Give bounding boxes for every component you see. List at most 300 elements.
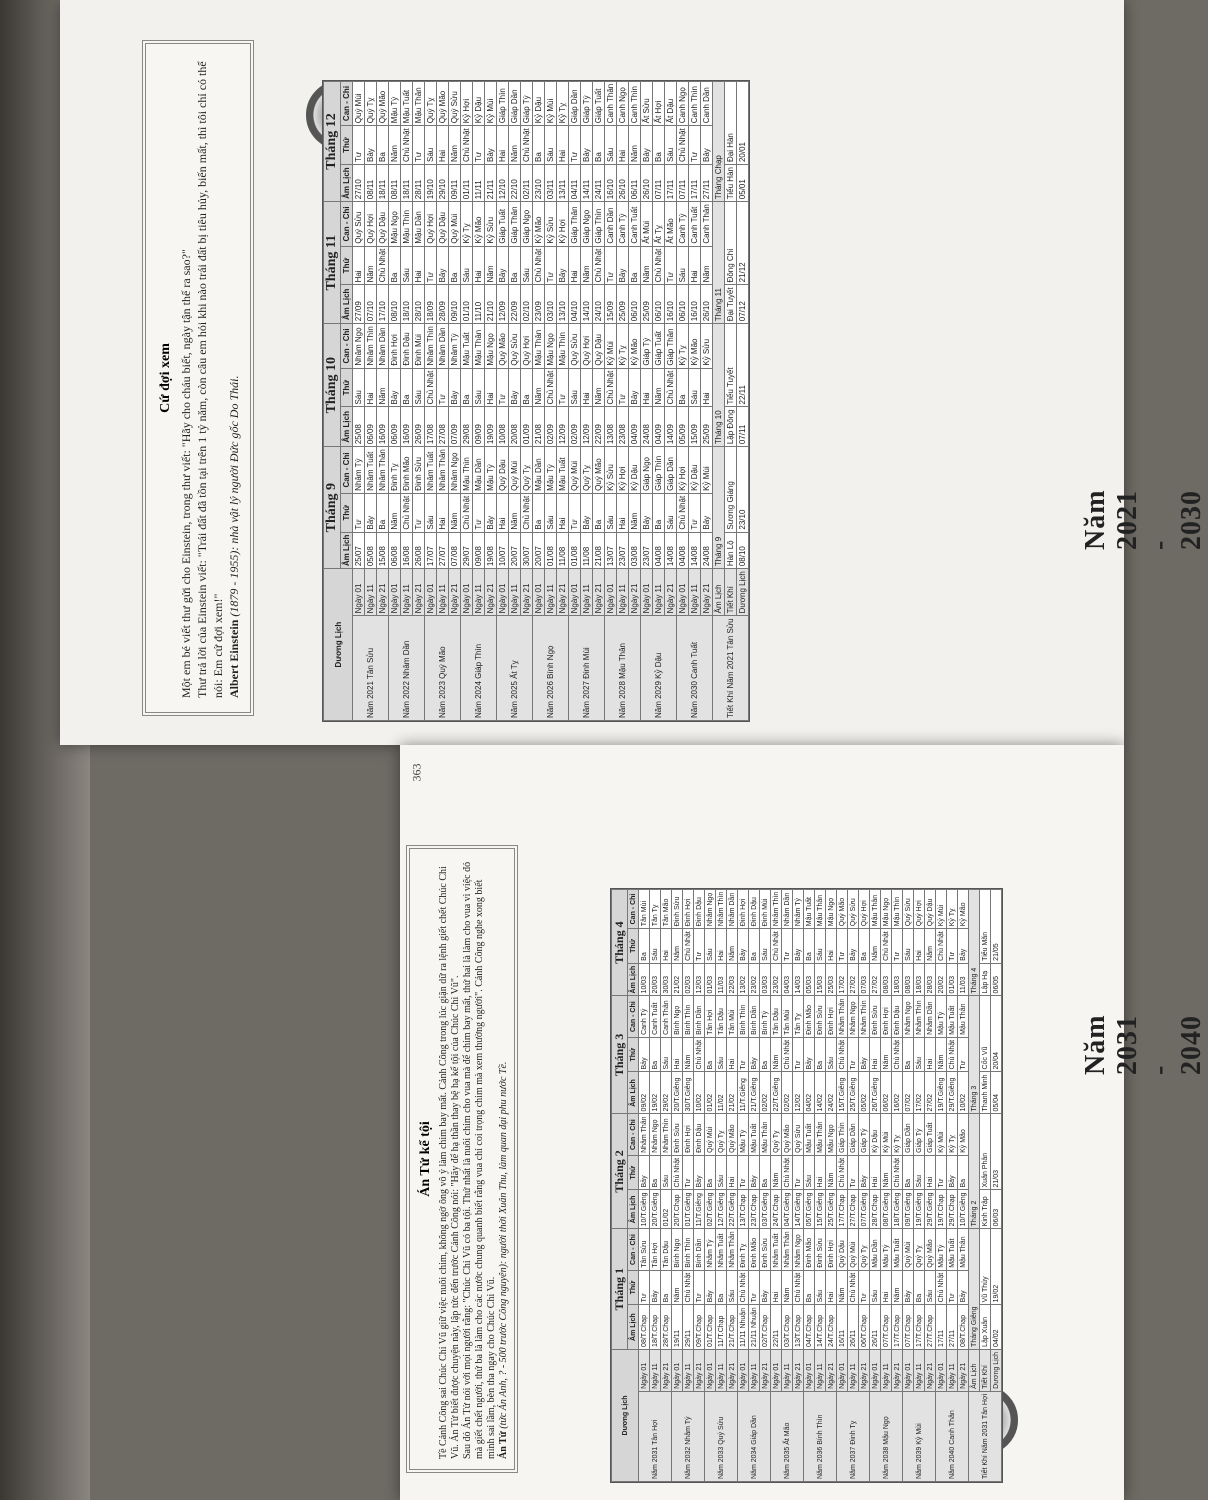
solar-term-name: Tiểu Tuyết — [725, 324, 737, 407]
table-cell: Giáp Tuất — [925, 1114, 936, 1155]
table-cell: Giáp Dần — [665, 447, 677, 494]
table-cell: Ất Mão — [665, 202, 677, 246]
table-cell: Nhâm Dần — [727, 889, 738, 929]
note-box — [406, 845, 518, 1473]
table-cell: Năm — [892, 1270, 903, 1305]
table-cell: 03/10 — [545, 285, 557, 324]
table-row — [641, 81, 653, 720]
table-cell: 15/03 — [815, 963, 826, 996]
table-cell: Giáp Thìn — [653, 447, 665, 494]
table-cell: Chủ Nhật — [401, 126, 413, 165]
table-cell: 04/T.Giêng — [782, 1190, 793, 1229]
table-cell: Sáu — [665, 493, 677, 532]
day-label: Ngày 11 — [914, 1349, 925, 1391]
table-cell: Năm — [509, 493, 521, 532]
page-number: 363 — [409, 763, 424, 782]
table-cell: Đinh Sửu — [413, 447, 425, 494]
table-cell: Tân Dậu — [716, 996, 727, 1037]
table-cell: 20/T.Giêng — [650, 1190, 661, 1229]
table-cell: Hai — [413, 246, 425, 285]
table-cell: Nhâm Ngọ — [848, 996, 859, 1037]
solar-term-name: Xuân Phân — [980, 1114, 991, 1190]
table-cell: Mậu Tuất — [947, 1229, 958, 1270]
table-cell: Chủ Nhật — [677, 126, 689, 165]
table-cell: 29/07 — [461, 532, 473, 569]
table-cell: 13/02 — [738, 963, 749, 996]
table-cell: Năm — [826, 1155, 837, 1190]
table-cell: 02/11 — [521, 165, 533, 202]
table-row — [672, 889, 683, 1481]
note-author-desc: (1879 - 1955): nhà vật lý người Đức gốc Do Thái. — [227, 375, 241, 617]
table-cell: 28/11 — [413, 165, 425, 202]
table-cell: Quý Tỵ — [581, 447, 593, 494]
table-cell: Năm — [701, 246, 713, 285]
table-cell: Sáu — [473, 368, 485, 407]
table-cell: Đinh Mùi — [413, 324, 425, 368]
table-cell: Bảy — [581, 126, 593, 165]
table-cell: Sáu — [677, 246, 689, 285]
table-cell: Tân Hợi — [650, 1229, 661, 1270]
day-label: Ngày 21 — [557, 569, 569, 616]
day-label: Ngày 11 — [437, 569, 449, 616]
table-cell: Tân Mão — [661, 889, 672, 929]
table-cell: 07/08 — [449, 532, 461, 569]
table-cell: 08/T.Giêng — [881, 1190, 892, 1229]
note-box — [142, 40, 254, 716]
table-cell: Năm — [881, 1037, 892, 1072]
table-cell: 23/T.Chạp — [749, 1190, 760, 1229]
table-cell: Bảy — [701, 126, 713, 165]
day-label: Ngày 01 — [705, 1349, 716, 1391]
table-cell: Chủ Nhật — [738, 1270, 749, 1305]
table-cell: 07/11 — [653, 165, 665, 202]
table-cell: 28/T.Chạp — [661, 1305, 672, 1350]
table-cell: 07/T.Chạp — [903, 1305, 914, 1350]
table-row — [804, 889, 815, 1481]
table-cell: Quý Mùi — [903, 1229, 914, 1270]
solar-term-name: Lập Hạ — [980, 963, 991, 996]
table-cell: Năm — [771, 1155, 782, 1190]
table-cell: Đinh Tỵ — [389, 447, 401, 494]
table-cell: 23/07 — [617, 532, 629, 569]
table-cell: Năm — [881, 1155, 892, 1190]
table-cell: 14/02 — [815, 1072, 826, 1114]
table-cell: 27/07 — [437, 532, 449, 569]
table-cell: Sáu — [815, 929, 826, 964]
table-cell: 29/08 — [461, 407, 473, 447]
table-cell: 20/T.Giêng — [672, 1072, 683, 1114]
table-cell: Giáp Thân — [665, 324, 677, 368]
table-cell: Ba — [401, 368, 413, 407]
day-label: Ngày 01 — [353, 569, 365, 616]
table-cell: Tư — [497, 368, 509, 407]
table-cell: 23/02 — [749, 963, 760, 996]
table-cell: Ba — [389, 246, 401, 285]
table-cell: Kỷ Mão — [533, 202, 545, 246]
table-cell: Ất Sửu — [641, 81, 653, 125]
table-cell: 17/T.Chạp — [914, 1305, 925, 1350]
table-cell: Bảy — [760, 1270, 771, 1305]
table-cell: Giáp Thân — [509, 202, 521, 246]
solar-term-date: 20/01 — [737, 81, 749, 164]
table-cell: Chủ Nhật — [461, 126, 473, 165]
table-cell: 17/08 — [425, 407, 437, 447]
year-label: Năm 2035 Ất Mão — [771, 1391, 804, 1481]
table-row — [461, 81, 473, 720]
table-cell: Chủ Nhật — [837, 1037, 848, 1072]
table-cell: Mậu Ngọ — [881, 889, 892, 929]
column-header: Thứ — [341, 246, 353, 285]
table-cell: Kỷ Dậu — [689, 447, 701, 494]
table-cell: Kỷ Tỵ — [617, 324, 629, 368]
table-cell: 06/11 — [629, 165, 641, 202]
table-cell: Bảy — [557, 246, 569, 285]
day-label: Ngày 11 — [650, 1349, 661, 1391]
table-cell: 04/11 — [569, 165, 581, 202]
table-cell: Nhâm Thân — [837, 996, 848, 1037]
table-cell: Ba — [958, 1155, 969, 1190]
table-cell: 11/T.Giêng — [738, 1072, 749, 1114]
table-cell: Mậu Tý — [936, 996, 947, 1037]
table-cell: Sáu — [605, 126, 617, 165]
table-cell: 11/10 — [473, 285, 485, 324]
table-cell: Giáp Dần — [848, 1114, 859, 1155]
table-cell: Chủ Nhật — [425, 368, 437, 407]
table-cell: Chủ Nhật — [461, 493, 473, 532]
day-label: Ngày 21 — [958, 1349, 969, 1391]
table-cell: 22/09 — [509, 285, 521, 324]
table-cell: 04/09 — [629, 407, 641, 447]
table-cell: Chủ Nhật — [521, 126, 533, 165]
table-cell: Nhâm Ngọ — [903, 996, 914, 1037]
table-cell: Nhâm Tuất — [425, 447, 437, 494]
table-cell: Tân Mùi — [639, 889, 650, 929]
table-cell: Bính Thìn — [738, 996, 749, 1037]
table-cell: 08/T.Chạp — [958, 1305, 969, 1350]
table-cell: 07/10 — [365, 285, 377, 324]
table-cell: Bảy — [804, 1037, 815, 1072]
table-cell: Kỷ Hợi — [677, 447, 689, 494]
table-cell: Ba — [903, 1155, 914, 1190]
table-cell: Đinh Hợi — [826, 996, 837, 1037]
table-cell: Đinh Dậu — [401, 324, 413, 368]
day-label: Ngày 21 — [665, 569, 677, 616]
table-cell: 11/T.Chạp — [716, 1305, 727, 1350]
solar-term-month: Tháng Giêng — [969, 1229, 980, 1350]
table-cell: 23/02 — [771, 963, 782, 996]
solar-term-date: 04/02 — [991, 1305, 1002, 1350]
table-cell: 27/08 — [437, 407, 449, 447]
day-label: Ngày 11 — [683, 1349, 694, 1391]
table-cell: Năm — [509, 126, 521, 165]
table-cell: 13/11 — [557, 165, 569, 202]
table-cell: 27/T.Chạp — [848, 1190, 859, 1229]
table-cell: Năm — [581, 246, 593, 285]
column-header: Âm Lịch — [628, 1072, 639, 1114]
table-cell: 22/10 — [509, 165, 521, 202]
table-cell: Sáu — [925, 1270, 936, 1305]
table-cell: Canh Dần — [701, 81, 713, 125]
table-cell: 04/08 — [677, 532, 689, 569]
table-cell: Giáp Ngọ — [581, 202, 593, 246]
table-cell: Nhâm Thìn — [365, 324, 377, 368]
table-cell: Hai — [557, 126, 569, 165]
table-cell: 03/08 — [629, 532, 641, 569]
table-cell: Quý Dậu — [837, 1229, 848, 1270]
table-cell: Hai — [485, 368, 497, 407]
table-row — [353, 81, 365, 720]
solar-term-date: 06/03 — [991, 1190, 1002, 1229]
day-label: Ngày 11 — [848, 1349, 859, 1391]
table-cell: Chủ Nhật — [521, 493, 533, 532]
table-cell: 05/T.Giêng — [804, 1190, 815, 1229]
table-cell: Đinh Dậu — [694, 889, 705, 929]
table-cell: 09/02 — [639, 1072, 650, 1114]
table-cell: 17/11 — [665, 165, 677, 202]
year-label: Năm 2026 Bính Ngọ — [533, 616, 569, 721]
column-header: Thứ — [341, 493, 353, 532]
table-cell: Tư — [473, 126, 485, 165]
table-cell: Chủ Nhật — [677, 493, 689, 532]
table-cell: Hai — [641, 368, 653, 407]
calendar-grid — [323, 81, 749, 721]
table-cell: Nhâm Dần — [925, 996, 936, 1037]
table-cell: Kỷ Dậu — [870, 1114, 881, 1155]
table-cell: Quý Sửu — [903, 889, 914, 929]
table-cell: 01/03 — [947, 963, 958, 996]
table-cell: 02/09 — [569, 407, 581, 447]
table-cell: Tư — [639, 1270, 650, 1305]
day-label: Ngày 01 — [903, 1349, 914, 1391]
table-cell: 25/09 — [641, 285, 653, 324]
table-cell: Bảy — [859, 1037, 870, 1072]
table-cell: Tư — [605, 246, 617, 285]
table-cell: Ba — [629, 246, 641, 285]
table-cell: Bính Thìn — [683, 1229, 694, 1270]
table-row — [389, 81, 401, 720]
table-cell: Nhâm Tuất — [771, 1229, 782, 1270]
table-cell: Sáu — [665, 126, 677, 165]
page-title: Năm 2021 - 2030 — [1080, 489, 1207, 550]
month-header: Tháng 11 — [324, 202, 341, 324]
table-cell: 18/09 — [425, 285, 437, 324]
solar-term-date: 06/05 — [991, 963, 1002, 996]
table-cell: Sáu — [727, 1270, 738, 1305]
column-header: Can - Chi — [341, 447, 353, 494]
table-cell: 02/T.Giêng — [705, 1190, 716, 1229]
table-cell: Quý Tỵ — [365, 81, 377, 125]
table-cell: 13/10 — [557, 285, 569, 324]
calendar-table-2031-2040 — [610, 888, 1003, 1483]
day-label: Ngày 11 — [653, 569, 665, 616]
table-cell: 22/T.Giêng — [727, 1190, 738, 1229]
table-cell: Sáu — [521, 246, 533, 285]
table-cell: Bảy — [485, 493, 497, 532]
day-label: Ngày 21 — [593, 569, 605, 616]
table-cell: Năm — [925, 929, 936, 964]
table-cell: Mậu Tuất — [804, 889, 815, 929]
table-cell: Mậu Tý — [881, 1229, 892, 1270]
table-cell: Mậu Tuất — [804, 1114, 815, 1155]
table-cell: 13/07 — [605, 532, 617, 569]
table-cell: Giáp Ngọ — [521, 202, 533, 246]
table-cell: Giáp Tuất — [593, 81, 605, 125]
table-cell: Tư — [557, 368, 569, 407]
solar-term-name: Đại Hàn — [725, 81, 737, 164]
day-label: Ngày 11 — [881, 1349, 892, 1391]
table-cell: 08/03 — [903, 963, 914, 996]
day-label: Ngày 11 — [947, 1349, 958, 1391]
table-cell: Bảy — [365, 493, 377, 532]
table-cell: 26/09 — [413, 407, 425, 447]
table-cell: Tư — [782, 929, 793, 964]
table-cell: 21/11 Nhuận — [749, 1305, 760, 1350]
table-cell: Tư — [694, 929, 705, 964]
table-cell: 12/09 — [581, 407, 593, 447]
year-label: Năm 2028 Mậu Thân — [605, 616, 641, 721]
table-cell: 07/02 — [903, 1072, 914, 1114]
table-cell: Bính Dần — [694, 1229, 705, 1270]
solar-term-month: Tháng 10 — [713, 324, 725, 447]
note-paragraph-1: Tề Cảnh Công sai Chúc Chi Vũ giữ việc nuôi chim, không ngờ ông vô ý làm chim bay mất. Cảnh Công trong lúc giận dữ ra lệnh giết chết Chúc Chi Vũ. Án Tử biết được chuyện này, lập tức đến trước Cảnh Công nói: "Hãy để hạ thần thay bệ hạ kể tội của Chúc Chi Vũ". — [438, 866, 461, 1459]
table-row — [903, 889, 914, 1481]
table-cell: Năm — [485, 246, 497, 285]
table-cell: Bảy — [650, 1270, 661, 1305]
table-cell: Ba — [593, 493, 605, 532]
table-cell: 01/08 — [545, 532, 557, 569]
solar-term-month: Tháng 2 — [969, 1114, 980, 1229]
table-cell: Tư — [353, 126, 365, 165]
table-cell: Đinh Sửu — [760, 1229, 771, 1270]
table-cell: Hai — [727, 1155, 738, 1190]
table-cell: Mậu Tý — [738, 1114, 749, 1155]
table-cell: 22/T.Giêng — [771, 1072, 782, 1114]
table-cell: Năm — [782, 1270, 793, 1305]
table-cell: Đinh Mão — [804, 1229, 815, 1270]
table-cell: 10/08 — [497, 407, 509, 447]
year-label: Năm 2037 Đinh Tỵ — [837, 1391, 870, 1481]
table-cell: Mậu Tý — [389, 81, 401, 125]
table-cell: Chủ Nhật — [837, 1155, 848, 1190]
table-cell: Giáp Tý — [914, 1114, 925, 1155]
table-cell: Chủ Nhật — [665, 368, 677, 407]
table-cell: 23/08 — [617, 407, 629, 447]
day-label: Ngày 01 — [425, 569, 437, 616]
table-cell: Đinh Tỵ — [738, 1229, 749, 1270]
table-cell: 15/T.Giêng — [815, 1190, 826, 1229]
table-cell: Kỷ Mùi — [545, 81, 557, 125]
table-cell: Sáu — [760, 929, 771, 964]
table-cell: Mậu Thìn — [461, 447, 473, 494]
table-cell: Quý Mão — [782, 1114, 793, 1155]
table-cell: 19/10 — [425, 165, 437, 202]
table-cell: Đinh Dậu — [749, 889, 760, 929]
table-cell: Đinh Sửu — [870, 996, 881, 1037]
table-cell: Bảy — [509, 368, 521, 407]
table-cell: 16/08 — [401, 532, 413, 569]
table-cell: Canh Dần — [605, 202, 617, 246]
table-cell: Mậu Tý — [485, 447, 497, 494]
table-cell: 12/10 — [497, 165, 509, 202]
table-cell: Năm — [727, 929, 738, 964]
day-label: Ngày 01 — [672, 1349, 683, 1391]
table-cell: 21/02 — [727, 1072, 738, 1114]
table-cell: Giáp Tý — [859, 1114, 870, 1155]
table-cell: Năm — [641, 246, 653, 285]
table-cell: Quý Mão — [727, 1114, 738, 1155]
table-cell: Ba — [509, 246, 521, 285]
solar-term-name: Tiểu Hàn — [725, 165, 737, 202]
table-cell: 13/T.Chạp — [793, 1305, 804, 1350]
table-cell: Giáp Tuất — [653, 324, 665, 368]
table-cell: Chủ Nhật — [672, 1155, 683, 1190]
table-cell: 29/10 — [437, 165, 449, 202]
table-cell: Mậu Thân — [815, 1114, 826, 1155]
table-cell: Tân Hợi — [705, 996, 716, 1037]
table-cell: Tân Dậu — [771, 996, 782, 1037]
solar-terms-subheader: Âm Lịch — [969, 1349, 980, 1391]
table-cell: Kỷ Dậu — [533, 81, 545, 125]
table-cell: 09/09 — [473, 407, 485, 447]
table-cell: Kỷ Hợi — [461, 81, 473, 125]
table-cell: Canh Thân — [701, 202, 713, 246]
table-cell: Năm — [365, 246, 377, 285]
day-label: Ngày 21 — [925, 1349, 936, 1391]
column-header: Âm Lịch — [341, 532, 353, 569]
table-cell: 02/09 — [545, 407, 557, 447]
table-cell: Bảy — [958, 929, 969, 964]
table-cell: Mậu Thân — [533, 324, 545, 368]
year-label: Năm 2032 Nhâm Tý — [672, 1391, 705, 1481]
table-cell: Năm — [672, 1270, 683, 1305]
table-cell: 16/11 — [837, 1305, 848, 1350]
table-cell: Năm — [389, 126, 401, 165]
table-cell: 26/08 — [413, 532, 425, 569]
table-cell: Kỷ Mùi — [485, 81, 497, 125]
table-cell: Năm — [533, 368, 545, 407]
table-row — [605, 81, 617, 720]
table-cell: Canh Thìn — [629, 81, 641, 125]
table-cell: Bính Ngọ — [672, 1229, 683, 1270]
solar-term-name: Lập Đông — [725, 407, 737, 447]
solar-terms-subheader: Dương Lịch — [991, 1349, 1002, 1391]
table-cell: Tư — [413, 126, 425, 165]
table-cell: Bính Dần — [694, 996, 705, 1037]
table-cell: Hai — [727, 1037, 738, 1072]
page-title: Năm 2031 - 2040 — [1080, 1014, 1207, 1075]
table-cell: 15/T.Giêng — [837, 1072, 848, 1114]
table-cell: Sáu — [569, 368, 581, 407]
table-cell: Giáp Thìn — [837, 1114, 848, 1155]
table-cell: Hai — [826, 1270, 837, 1305]
table-cell: 23/09 — [533, 285, 545, 324]
table-cell: Ba — [760, 1155, 771, 1190]
note-paragraph-1: Một em bé viết thư gửi cho Einstein, trong thư viết: "Hãy cho cháu biết, ngày tận thế ra sao?" — [179, 249, 193, 698]
solar-terms-label: Tiết Khí Năm 2021 Tân Sửu — [713, 616, 749, 721]
table-cell: Mậu Tuất — [461, 324, 473, 368]
table-cell: 21/08 — [533, 407, 545, 447]
solar-terms-subheader: Tiết Khí — [725, 569, 737, 616]
table-cell: 09/T.Giêng — [903, 1190, 914, 1229]
table-row — [870, 889, 881, 1481]
table-cell: 01/11 — [461, 165, 473, 202]
table-cell: 06/10 — [653, 285, 665, 324]
table-cell: Tư — [892, 929, 903, 964]
table-cell: 24/10 — [593, 285, 605, 324]
table-cell: Đinh Dậu — [892, 996, 903, 1037]
table-cell: Năm — [870, 929, 881, 964]
table-cell: Chủ Nhật — [771, 929, 782, 964]
